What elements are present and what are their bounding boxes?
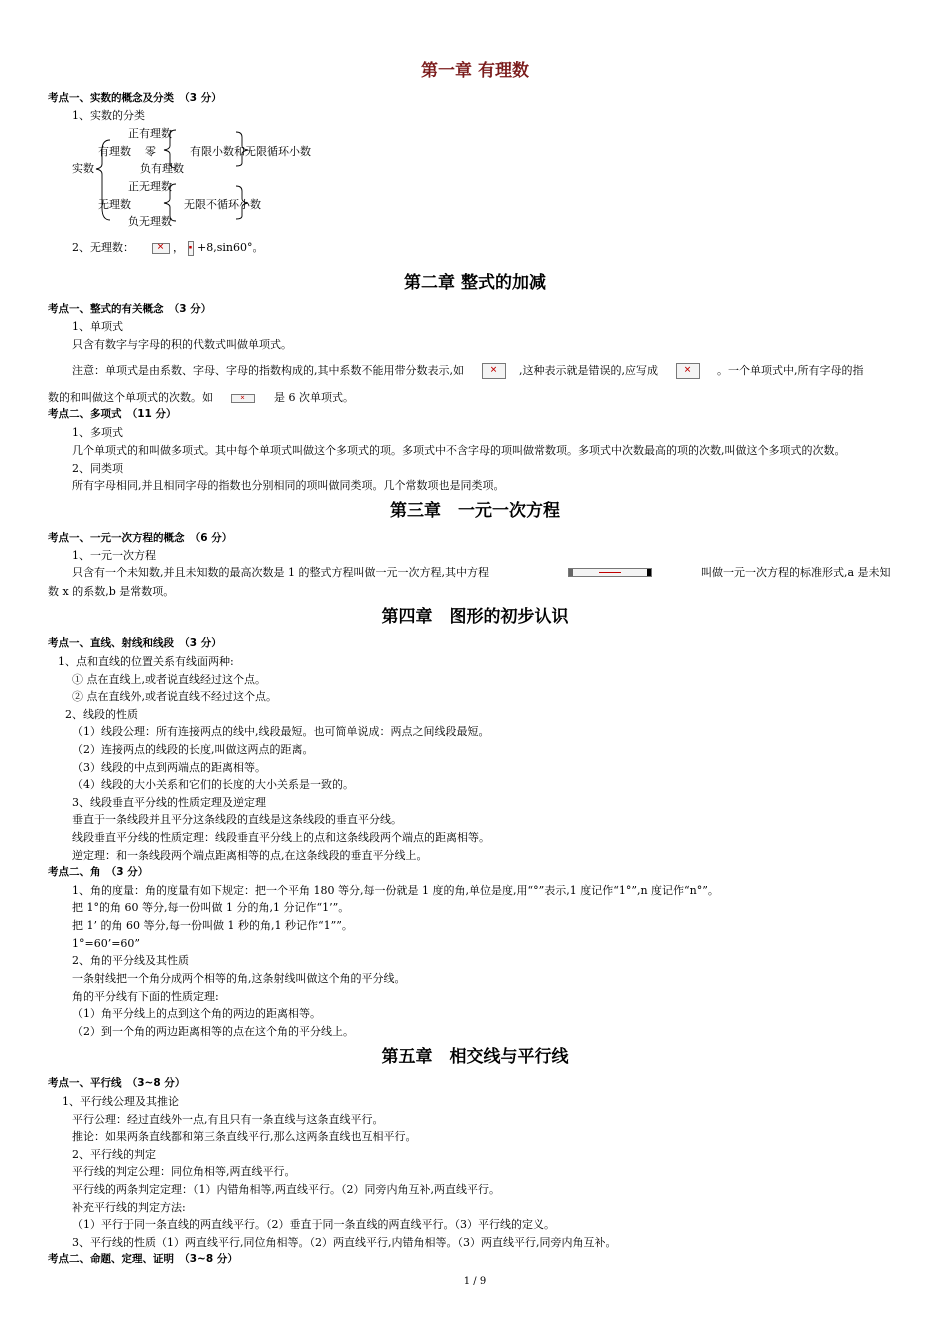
brace-infinite <box>236 186 248 219</box>
chapter-4-title: 第四章 图形的初步认识 <box>381 607 569 627</box>
ch4-angle-7: 角的平分线有下面的性质定理: <box>72 990 219 1003</box>
missing-equation-image <box>568 568 652 577</box>
ch5-line-6: 平行线的两条判定定理：（1）内错角相等,两直线平行。（2）同旁内角互补,两直线平行。 <box>72 1183 500 1196</box>
ch4-line-9: 3、线段垂直平分线的性质定理及逆定理 <box>72 796 266 809</box>
brace-irrational <box>164 184 176 221</box>
ch4-kaodian-1: 考点一、直线、射线和线段 （3 分） <box>48 637 222 649</box>
ch4-angle-6: 一条射线把一个角分成两个相等的角,这条射线叫做这个角的平分线。 <box>72 972 406 985</box>
ch2-para-2 <box>72 363 864 379</box>
brace-finite <box>236 132 248 166</box>
brace-real <box>96 140 110 220</box>
tree-finite-decimal: 有限小数和无限循环小数 <box>190 145 311 158</box>
separator: ， <box>173 241 184 254</box>
ch3-para-2: 数 x 的系数,b 是常数项。 <box>48 585 175 598</box>
chapter-3-title: 第三章 一元一次方程 <box>390 501 560 521</box>
ch4-angle-1: 1、角的度量：角的度量有如下规定：把一个平角 180 等分,每一份就是 1 度的角,单位是度,用“°”表示,1 度记作“1°”,n 度记作“n°”。 <box>72 884 719 897</box>
tree-positive-irrational: 正无理数 <box>128 180 172 193</box>
ch4-line-8: （4）线段的大小关系和它们的长度的大小关系是一致的。 <box>72 778 354 791</box>
tree-negative-irrational: 负无理数 <box>128 215 172 228</box>
ch2-para-1: 只含有数字与字母的积的代数式叫做单项式。 <box>72 338 292 351</box>
tree-infinite-decimal: 无限不循环小数 <box>184 198 261 211</box>
ch4-line-1: 1、点和直线的位置关系有线面两种: <box>58 655 234 668</box>
ch4-angle-4: 1°=60’=60” <box>72 937 141 950</box>
brace-rational <box>164 130 176 168</box>
ch3-para-1 <box>72 565 489 580</box>
ch5-line-9: 3、平行线的性质（1）两直线平行,同位角相等。（2）两直线平行,内错角相等。（3）两直线平行,同旁内角互补。 <box>72 1236 617 1249</box>
missing-formula-image: ✕ <box>231 394 255 403</box>
ch2-para-3a: 数的和叫做这个单项式的次数。如 <box>48 391 213 404</box>
chapter-5-title: 第五章 相交线与平行线 <box>381 1047 569 1067</box>
ch3-para-1a: 只含有一个未知数,并且未知数的最高次数是 1 的整式方程叫做一元一次方程,其中方程 <box>72 566 489 579</box>
ch2-para-2a: 注意：单项式是由系数、字母、字母的指数构成的,其中系数不能用带分数表示,如 <box>72 364 464 377</box>
ch2-para-5: 所有字母相同,并且相同字母的指数也分别相同的项叫做同类项。几个常数项也是同类项。 <box>72 479 505 492</box>
chapter-1-title: 第一章 有理数 <box>421 61 529 81</box>
ch5-line-1: 1、平行线公理及其推论 <box>62 1095 179 1108</box>
ch4-angle-9: （2）到一个角的两边距离相等的点在这个角的平分线上。 <box>72 1025 354 1038</box>
ch5-line-7: 补充平行线的判定方法: <box>72 1201 186 1214</box>
irrational-label: 2、无理数： <box>72 241 134 254</box>
tree-negative-rational: 负有理数 <box>140 162 184 175</box>
ch1-kaodian-1: 考点一、实数的概念及分类 （3 分） <box>48 92 222 104</box>
ch2-section-1: 1、单项式 <box>72 320 123 333</box>
ch2-para-3 <box>48 390 354 405</box>
missing-formula-image: ▪ <box>188 241 194 256</box>
irrational-examples: +8,sin60°。 <box>197 241 264 254</box>
tree-real-number: 实数 <box>72 162 94 175</box>
ch4-kaodian-2: 考点二、角 （3 分） <box>48 866 149 878</box>
tree-rational: 有理数 <box>98 145 131 158</box>
ch5-line-3: 推论：如果两条直线都和第三条直线平行,那么这两条直线也互相平行。 <box>72 1130 417 1143</box>
ch4-line-2: ① 点在直线上,或者说直线经过这个点。 <box>72 673 266 686</box>
ch5-line-2: 平行公理：经过直线外一点,有且只有一条直线与这条直线平行。 <box>72 1113 384 1126</box>
ch2-para-2b: ,这种表示就是错误的,应写成 <box>519 364 658 377</box>
ch4-angle-3: 把 1’ 的角 60 等分,每一份叫做 1 秒的角,1 秒记作“1””。 <box>72 919 353 932</box>
ch2-para-3b: 是 6 次单项式。 <box>274 391 354 404</box>
ch4-angle-8: （1）角平分线上的点到这个角的两边的距离相等。 <box>72 1007 321 1020</box>
ch1-section-1: 1、实数的分类 <box>72 109 145 122</box>
chapter-2-title: 第二章 整式的加减 <box>404 273 546 293</box>
ch5-kaodian-2: 考点二、命题、定理、证明 （3~8 分） <box>48 1253 238 1265</box>
missing-formula-image: ✕ <box>676 363 700 379</box>
missing-formula-image: ✕ <box>152 243 170 254</box>
ch5-line-8: （1）平行于同一条直线的两直线平行。（2）垂直于同一条直线的两直线平行。（3）平行线的定义。 <box>72 1218 555 1231</box>
ch4-line-6: （2）连接两点的线段的长度,叫做这两点的距离。 <box>72 743 314 756</box>
ch4-line-5: （1）线段公理：所有连接两点的线中,线段最短。也可简单说成：两点之间线段最短。 <box>72 725 490 738</box>
missing-formula-image: ✕ <box>482 363 506 379</box>
ch4-line-11: 线段垂直平分线的性质定理：线段垂直平分线上的点和这条线段两个端点的距离相等。 <box>72 831 490 844</box>
ch2-para-2c: 。一个单项式中,所有字母的指 <box>717 364 864 377</box>
ch3-kaodian-1: 考点一、一元一次方程的概念 （6 分） <box>48 532 233 544</box>
ch2-section-2: 1、多项式 <box>72 426 123 439</box>
ch4-line-7: （3）线段的中点到两端点的距离相等。 <box>72 761 266 774</box>
ch3-para-1b: 叫做一元一次方程的标准形式,a 是未知 <box>701 566 891 579</box>
ch3-section-1: 1、一元一次方程 <box>72 549 156 562</box>
tree-zero: 零 <box>145 145 156 158</box>
ch2-section-3: 2、同类项 <box>72 462 123 475</box>
ch5-line-5: 平行线的判定公理：同位角相等,两直线平行。 <box>72 1165 296 1178</box>
tree-irrational: 无理数 <box>98 198 131 211</box>
ch2-kaodian-2: 考点二、多项式 （11 分） <box>48 408 177 420</box>
ch4-line-10: 垂直于一条线段并且平分这条线段的直线是这条线段的垂直平分线。 <box>72 813 402 826</box>
ch1-section-2 <box>72 240 263 256</box>
ch5-kaodian-1: 考点一、平行线 （3~8 分） <box>48 1077 186 1089</box>
ch2-para-4: 几个单项式的和叫做多项式。其中每个单项式叫做这个多项式的项。多项式中不含字母的项叫做常数项。多项式中次数最高的项的次数,叫做这个多项式的次数。 <box>72 444 846 457</box>
ch4-angle-5: 2、角的平分线及其性质 <box>72 954 189 967</box>
tree-positive-rational: 正有理数 <box>128 127 172 140</box>
ch4-line-3: ② 点在直线外,或者说直线不经过这个点。 <box>72 690 277 703</box>
ch4-line-4: 2、线段的性质 <box>65 708 138 721</box>
ch4-angle-2: 把 1°的角 60 等分,每一份叫做 1 分的角,1 分记作“1’”。 <box>72 901 350 914</box>
page-number: 1 / 9 <box>463 1276 487 1287</box>
classification-braces <box>90 128 300 234</box>
ch5-line-4: 2、平行线的判定 <box>72 1148 156 1161</box>
ch4-line-12: 逆定理：和一条线段两个端点距离相等的点,在这条线段的垂直平分线上。 <box>72 849 428 862</box>
ch2-kaodian-1: 考点一、整式的有关概念 （3 分） <box>48 303 212 315</box>
